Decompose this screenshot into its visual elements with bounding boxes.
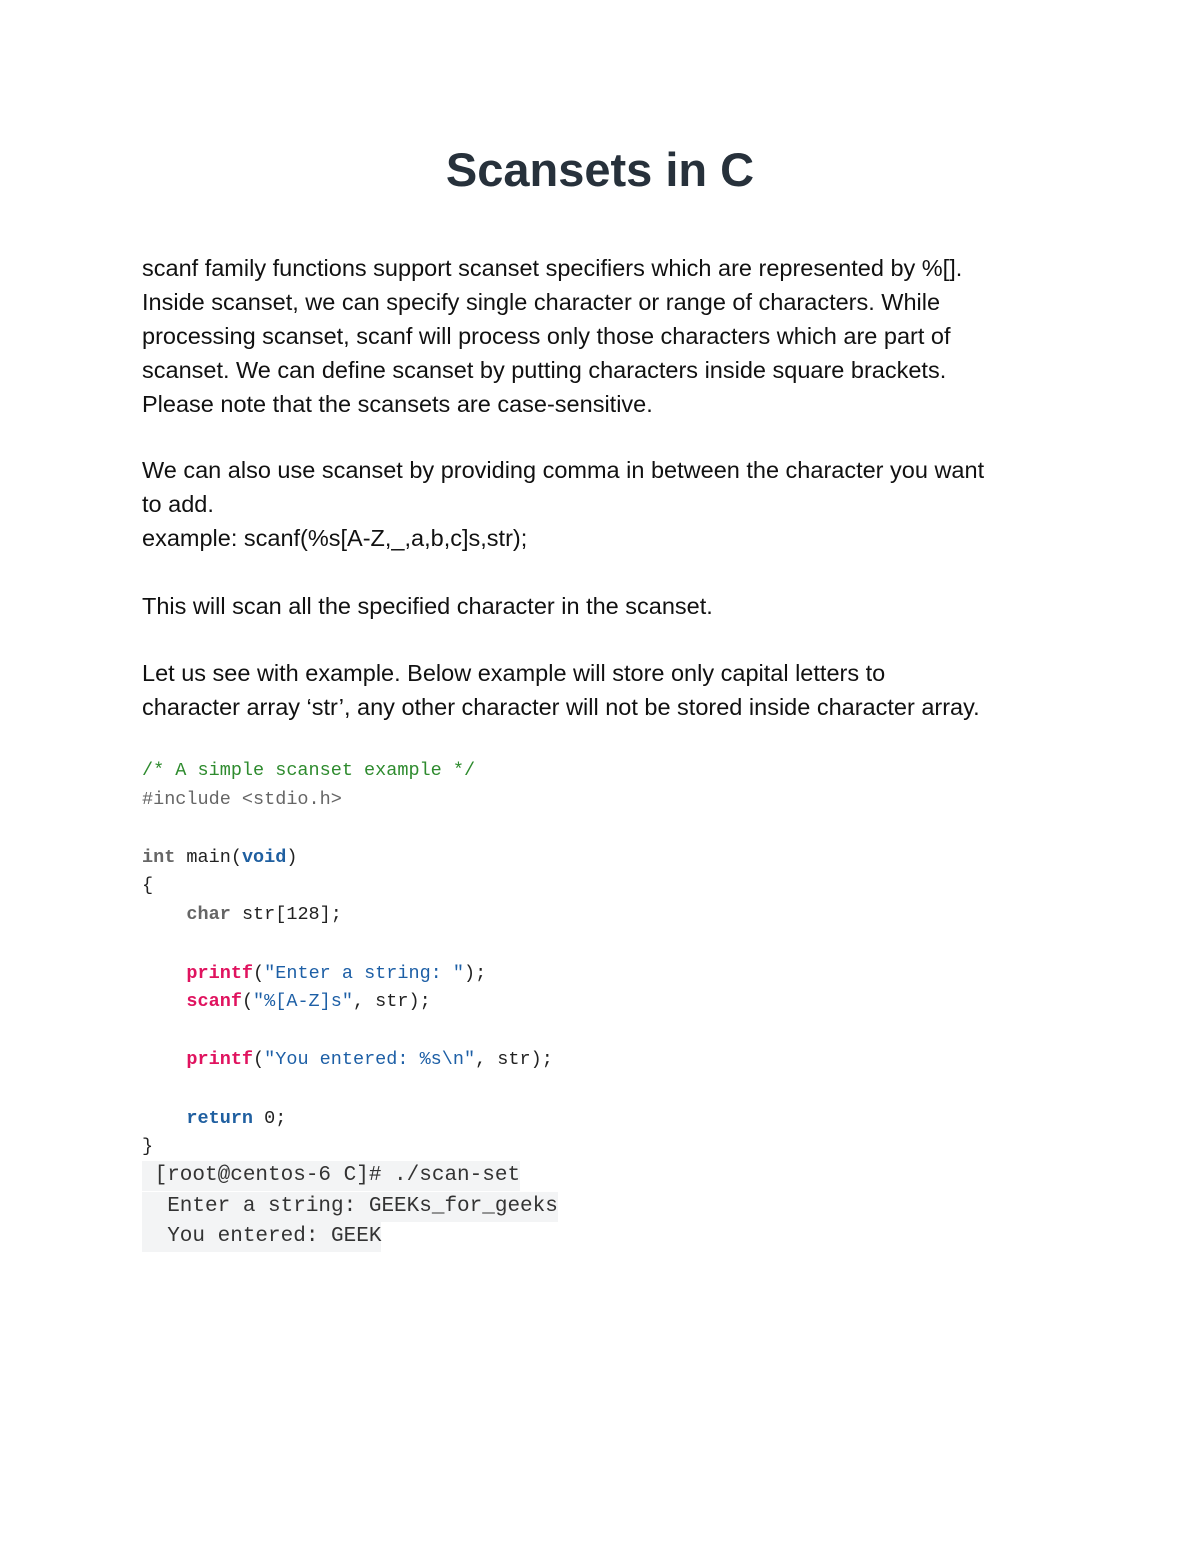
code-function: printf <box>186 963 254 984</box>
code-indent <box>142 904 186 925</box>
paragraph-line: We can also use scanset by providing comma in between the character you want <box>142 457 985 483</box>
terminal-line-command: [root@centos-6 C]# ./scan-set <box>142 1161 520 1191</box>
code-indent <box>142 991 186 1012</box>
code-indent <box>142 1049 186 1070</box>
example-intro-paragraph <box>142 656 1072 724</box>
code-line <box>142 757 475 785</box>
code-text: { <box>142 875 154 896</box>
code-line <box>142 1133 153 1161</box>
code-keyword: return <box>186 1108 254 1129</box>
code-function: printf <box>186 1049 254 1070</box>
paragraph-line: to add. <box>142 491 214 517</box>
code-function: scanf <box>186 991 242 1012</box>
code-line <box>142 872 153 900</box>
code-text: main( <box>175 847 242 868</box>
code-line <box>142 988 431 1016</box>
paragraph-line: Inside scanset, we can specify single character or range of characters. While <box>142 289 941 315</box>
code-line <box>142 844 297 872</box>
paragraph-line: Please note that the scansets are case-sensitive. <box>142 391 653 417</box>
code-line <box>142 1105 286 1133</box>
code-indent <box>142 1108 186 1129</box>
terminal-line-prompt: Enter a string: GEEKs_for_geeks <box>142 1192 558 1222</box>
code-text: ( <box>241 991 254 1012</box>
code-text: 0; <box>253 1108 287 1129</box>
intro-paragraph <box>142 251 1072 421</box>
paragraph-line: scanf family functions support scanset specifiers which are represented by %[]. <box>142 255 963 281</box>
code-text: ); <box>464 963 487 984</box>
code-text: str[128]; <box>230 904 342 925</box>
comma-scanset-paragraph <box>142 453 1072 555</box>
paragraph-line: Let us see with example. Below example will store only capital letters to <box>142 660 886 686</box>
code-string: "%[A-Z]s" <box>253 991 353 1012</box>
code-line <box>142 1046 553 1074</box>
code-text: , str); <box>475 1049 553 1070</box>
code-keyword: void <box>241 847 287 868</box>
code-text: , str); <box>352 991 431 1012</box>
paragraph-line: scanset. We can define scanset by putting characters inside square brackets. <box>142 357 947 383</box>
code-comment: /* A simple scanset example */ <box>142 760 476 781</box>
page-title: Scansets in C <box>445 143 755 196</box>
scan-note-paragraph <box>142 589 1072 623</box>
terminal-line-output: You entered: GEEK <box>142 1222 381 1252</box>
code-text: ) <box>286 847 298 868</box>
code-string: "You entered: %s\n" <box>264 1049 476 1070</box>
code-line <box>142 901 342 929</box>
code-text: ( <box>253 963 265 984</box>
paragraph-line: character array ‘str’, any other character will not be stored inside character array. <box>142 694 980 720</box>
code-string: "Enter a string: " <box>264 963 464 984</box>
code-type: char <box>186 904 231 925</box>
code-line <box>142 960 486 988</box>
code-line <box>142 786 342 814</box>
paragraph-line: example: scanf(%s[A-Z,_,a,b,c]s,str); <box>142 525 528 551</box>
paragraph-line: This will scan all the specified character in the scanset. <box>142 593 713 619</box>
code-text: ( <box>253 1049 265 1070</box>
code-include: #include <stdio.h> <box>142 789 342 810</box>
code-type: int <box>142 847 176 868</box>
code-indent <box>142 963 186 984</box>
code-text: } <box>142 1136 154 1157</box>
paragraph-line: processing scanset, scanf will process only those characters which are part of <box>142 323 951 349</box>
